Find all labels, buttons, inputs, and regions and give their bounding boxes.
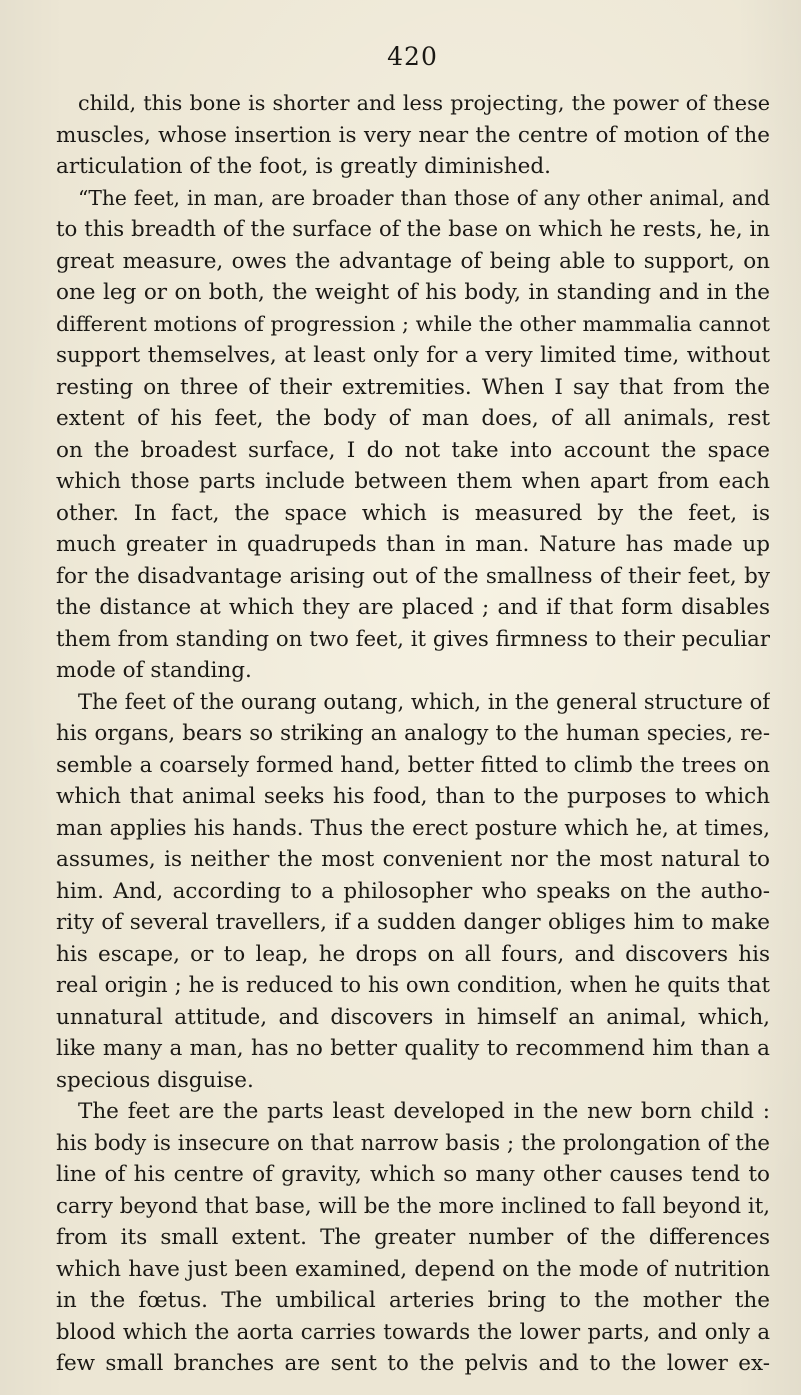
text-line: unnatural attitude, and discovers in himself an animal, which, bbox=[56, 1004, 770, 1030]
text-line: his body is insecure on that narrow basis ; the prolongation of the bbox=[56, 1130, 770, 1156]
text-line: to this breadth of the surface of the base on which he rests, he, in bbox=[56, 217, 770, 242]
text-line: great measure, owes the advantage of being able to support, on bbox=[56, 248, 770, 274]
text-line: mode of standing. bbox=[56, 658, 252, 683]
text-line: on the broadest surface, I do not take into account the space bbox=[56, 437, 770, 463]
text-line: specious disguise. bbox=[56, 1067, 254, 1093]
text-line: other. In fact, the space which is measured by the feet, is bbox=[56, 500, 770, 526]
text-line: which have just been examined, depend on the mode of nutrition bbox=[56, 1256, 770, 1282]
page-number: 420 bbox=[387, 42, 438, 71]
text-line: from its small extent. The greater number of the differences bbox=[56, 1225, 770, 1250]
text-line: in the fœtus. The umbilical arteries bring to the mother the bbox=[56, 1288, 770, 1313]
text-line: The feet are the parts least developed in the new born child : bbox=[78, 1099, 770, 1124]
text-line: articulation of the foot, is greatly diminished. bbox=[56, 154, 551, 179]
text-line: which those parts include between them when apart from each bbox=[56, 469, 770, 494]
text-line: real origin ; he is reduced to his own condition, when he quits that bbox=[56, 973, 770, 997]
text-line: muscles, whose insertion is very near the centre of motion of the bbox=[56, 122, 770, 148]
text-line: the distance at which they are placed ; and if that form disables bbox=[56, 595, 770, 620]
text-line: one leg or on both, the weight of his body, in standing and in the bbox=[56, 280, 770, 305]
body-text bbox=[56, 88, 770, 1380]
text-line: child, this bone is shorter and less projecting, the power of these bbox=[78, 91, 770, 115]
text-line: them from standing on two feet, it gives firmness to their peculiar bbox=[56, 626, 770, 652]
text-line: for the disadvantage arising out of the smallness of their feet, by bbox=[56, 563, 770, 589]
text-line: carry beyond that base, will be the more inclined to fall beyond it, bbox=[56, 1193, 770, 1219]
text-line: different motions of progression ; while the other mammalia cannot bbox=[56, 311, 770, 336]
text-line: semble a coarsely formed hand, better fitted to climb the trees on bbox=[56, 752, 770, 778]
text-line: The feet of the ourang outang, which, in the general structure of bbox=[78, 689, 770, 714]
text-line: much greater in quadrupeds than in man. Nature has made up bbox=[56, 532, 770, 557]
text-line: rity of several travellers, if a sudden danger obliges him to make bbox=[56, 910, 770, 935]
text-line: support themselves, at least only for a very limited time, without bbox=[56, 343, 770, 368]
text-line: his organs, bears so striking an analogy to the human species, re- bbox=[56, 721, 770, 746]
text-line: resting on three of their extremities. When I say that from the bbox=[56, 374, 770, 400]
text-line: extent of his feet, the body of man does, of all animals, rest bbox=[56, 406, 770, 431]
text-line: line of his centre of gravity, which so many other causes tend to bbox=[56, 1162, 770, 1187]
text-line: him. And, according to a philosopher who speaks on the autho- bbox=[56, 878, 770, 904]
text-line: like many a man, has no better quality to recommend him than a bbox=[56, 1036, 770, 1061]
text-line: man applies his hands. Thus the erect posture which he, at times, bbox=[56, 815, 770, 841]
text-line: blood which the aorta carries towards the lower parts, and only a bbox=[56, 1319, 770, 1345]
text-line: few small branches are sent to the pelvis and to the lower ex- bbox=[56, 1351, 770, 1376]
text-line: his escape, or to leap, he drops on all fours, and discovers his bbox=[56, 941, 770, 967]
text-line: “The feet, in man, are broader than those of any other animal, and bbox=[78, 185, 770, 210]
text-line: which that animal seeks his food, than to the purposes to which bbox=[56, 784, 770, 809]
text-line: assumes, is neither the most convenient nor the most natural to bbox=[56, 847, 770, 872]
